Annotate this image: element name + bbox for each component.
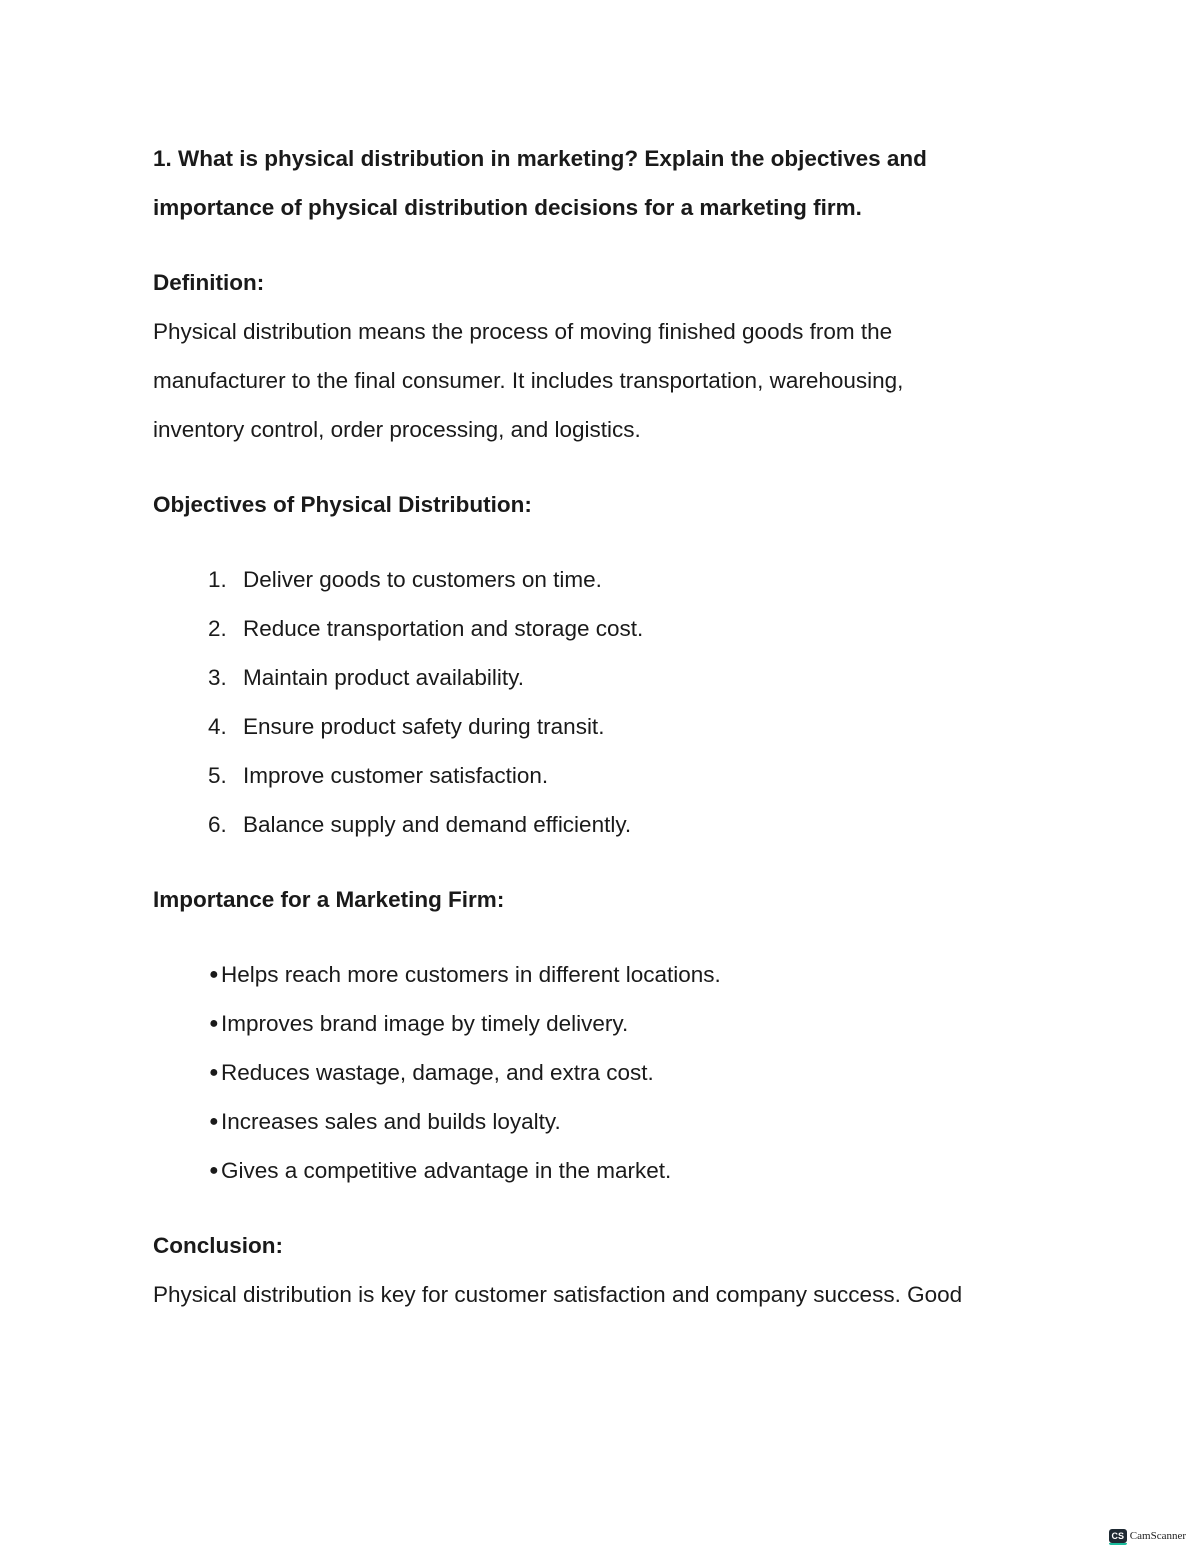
importance-list <box>153 950 1053 1195</box>
camscanner-label: CamScanner <box>1129 1530 1186 1542</box>
objectives-heading: Objectives of Physical Distribution: <box>153 492 532 517</box>
list-item: ● Improves brand image by timely delivery. <box>153 999 1053 1048</box>
conclusion-heading: Conclusion: <box>153 1233 283 1258</box>
camscanner-logo-icon: CS <box>1109 1529 1127 1543</box>
list-item: 1. Deliver goods to customers on time. <box>208 567 602 592</box>
definition-line-1: Physical distribution means the process of moving finished goods from the <box>153 319 893 344</box>
definition-line-3: inventory control, order processing, and logistics. <box>153 417 641 442</box>
bullet-icon: ● <box>209 1162 219 1179</box>
list-item: 5. Improve customer satisfaction. <box>208 763 549 788</box>
camscanner-watermark <box>1109 1529 1186 1543</box>
objectives-list <box>153 555 1053 849</box>
question-line-1: 1. What is physical distribution in marketing? Explain the objectives and <box>153 146 927 171</box>
list-item: ● Helps reach more customers in different locations. <box>153 950 1053 999</box>
document-page <box>153 134 1053 1319</box>
list-item: ● Gives a competitive advantage in the market. <box>153 1146 1053 1195</box>
list-item: 2. Reduce transportation and storage cost. <box>208 616 644 641</box>
importance-heading: Importance for a Marketing Firm: <box>153 887 505 912</box>
definition-heading: Definition: <box>153 270 265 295</box>
conclusion-text: Physical distribution is key for customer satisfaction and company success. Good <box>153 1282 963 1307</box>
definition-line-2: manufacturer to the final consumer. It includes transportation, warehousing, <box>153 368 904 393</box>
bullet-icon: ● <box>209 1113 219 1130</box>
list-item: 3. Maintain product availability. <box>208 665 524 690</box>
list-item: 6. Balance supply and demand efficiently. <box>208 812 632 837</box>
bullet-icon: ● <box>209 1015 219 1032</box>
list-item: ● Reduces wastage, damage, and extra cost. <box>153 1048 1053 1097</box>
list-item: ● Increases sales and builds loyalty. <box>153 1097 1053 1146</box>
bullet-icon: ● <box>209 1064 219 1081</box>
question-line-2: importance of physical distribution decisions for a marketing firm. <box>153 195 862 220</box>
bullet-icon: ● <box>209 966 219 983</box>
list-item: 4. Ensure product safety during transit. <box>208 714 605 739</box>
